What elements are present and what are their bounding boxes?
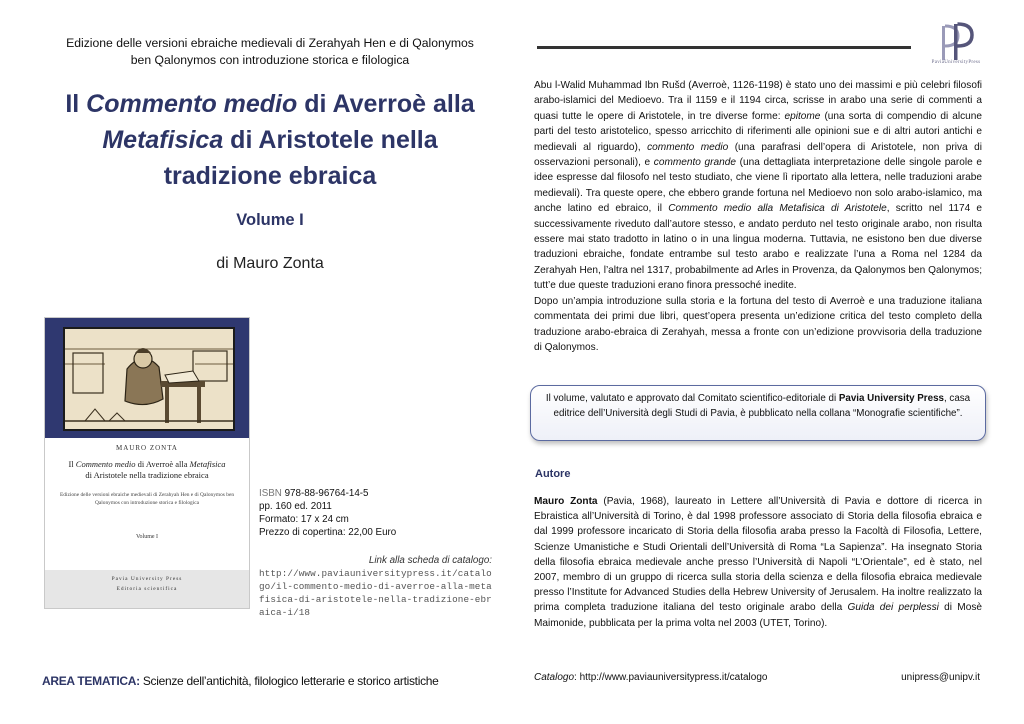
- callout-text: Il volume, valutato e approvato dal Comitato scientifico-editoriale di: [545, 393, 839, 404]
- title-text: di Averroè alla: [297, 90, 475, 118]
- cover-author: MAURO ZONTA: [116, 444, 178, 452]
- isbn-label: ISBN: [259, 488, 282, 499]
- title-text: Il: [65, 90, 87, 118]
- book-title: [42, 86, 498, 194]
- author-heading: Autore: [535, 468, 571, 480]
- cover-title: [53, 459, 241, 481]
- series-subtitle: [40, 35, 500, 69]
- cover-volume: Volume I: [135, 534, 159, 540]
- catalog-label: Catalogo: [534, 672, 575, 683]
- author-byline: di Mauro Zonta: [216, 255, 324, 272]
- cover-publisher: Pavia University Press: [111, 576, 183, 582]
- description-italic: Commento medio alla Metafisica di Aristotele: [668, 203, 887, 215]
- description-italic: epitome: [784, 110, 821, 122]
- cover-title-text: di Averroè alla: [135, 459, 190, 469]
- description-text: (una parafrasi dell’opera di Aristotele, non priva di osservazioni personali), e: [534, 141, 983, 169]
- cover-series: Editoria scientifica: [116, 586, 178, 592]
- description-text: , scritto nel 1174 e successivamente riveduto dall’autore stesso, e andato perduto nel testo originale arabo, non risulta essere mai stato tradotto in latino o in una lingua moderna. Tuttavia, ne esistono ben due diverse traduzioni ebraiche, fondate entrambe sul testo arabo e realizzate l’una a Roma nel 1284 da Zerahyah Hen, l’altra nel 1317, probabilmente ad Arles in Provenza, da Qalonymos ben Qalonymos; tutt’e due queste traduzioni erano finora pressoché inedite.: [534, 203, 982, 292]
- cover-title-italic: Metafisica: [189, 459, 226, 469]
- description-italic: commento medio: [647, 141, 729, 153]
- pages-line: pp. 160 ed. 2011: [259, 501, 332, 512]
- price-line: Prezzo di copertina: 22,00 Euro: [259, 527, 397, 538]
- catalog-footer: [534, 672, 767, 683]
- title-italic: Commento medio: [86, 90, 298, 118]
- description-paragraph-1: [534, 78, 982, 294]
- catalog-link[interactable]: http://www.paviauniversitypress.it/catalogo/il-commento-medio-di-averroe-alla-metafisica-di-aristotele-nella-tradizione-ebraica-i/18: [259, 568, 492, 618]
- bio-text: (Pavia, 1968), laureato in Lettere all’Università di Pavia e dottore di ricerca in Ebraistica all’Università di Torino, è dal 1998 professore associato di Storia della filosofia ebraica e dal 1999 professore incaricato di Storia della filosofia araba presso la Facoltà di Filosofia, Lettere, Scienze Umanistiche e Studi Orientali dell’Università di Roma “La Sapienza”. Ha insegnato Storia della filosofia ebraica medievale anche presso l’Università di Napoli “L’Orientale”, ed è stato, nel 2007, membro di un gruppo di ricerca sulla storia della scienza e della filosofia ebraica medievale presso l’Institute for Advanced Studies della Hebrew University of Jerusalem. Ha inoltre realizzato la prima completa traduzione italiana del testo originale arabo della: [534, 496, 982, 614]
- catalog-link-block: [259, 554, 492, 619]
- title-text: di Aristotele nella tradizione ebraica: [163, 126, 438, 190]
- isbn-line: [259, 487, 489, 500]
- author-bio: [534, 494, 982, 631]
- subject-area-value: Scienze dell’antichità, filologico letterarie e storico artistiche: [139, 674, 439, 688]
- bio-italic: Guida dei perplessi: [847, 602, 939, 614]
- approval-callout: [530, 385, 986, 441]
- description-paragraph-2: Dopo un’ampia introduzione sulla storia e la fortuna del testo di Averroè e una traduzione italiana commentata dei primi due libri, quest’opera presenta un’edizione critica del testo completo della traduzione arabo-ebraica di Zerahyah, messa a fronte con un’edizione provvisoria della traduzione di Qalonymos.: [534, 295, 982, 353]
- catalog-url[interactable]: : http://www.paviauniversitypress.it/catalogo: [574, 672, 768, 683]
- logo-wordmark: PaviaUniversityPress: [931, 60, 981, 65]
- description-text: (una sorta di compendio di alcune parti del testo aristotelico, spesso arricchito di riferimenti alle opinioni sue e di altri autori antichi e medievali al riguardo),: [534, 110, 982, 153]
- format-line: Formato: 17 x 24 cm: [259, 514, 349, 525]
- subject-area: [42, 674, 512, 688]
- callout-publisher: Pavia University Press: [838, 393, 944, 404]
- callout-text: , casa editrice dell’Università degli Studi di Pavia, è pubblicato nella collana “Monografie scientifiche”.: [553, 393, 971, 419]
- catalog-link-label: Link alla scheda di catalogo:: [368, 555, 492, 566]
- subtitle-line-1: Edizione delle versioni ebraiche medievali di Zerahyah Hen e di Qalonymos: [66, 36, 474, 50]
- bio-text: di Mosè Maimonide, pubblicata per la prima volta nel 2003 (UTET, Torino).: [534, 602, 982, 629]
- isbn-value: 978-88-96764-14-5: [284, 488, 369, 499]
- book-details: [259, 487, 489, 539]
- book-cover: [44, 317, 250, 609]
- subtitle-line-2: ben Qalonymos con introduzione storica e filologica: [130, 53, 410, 67]
- volume-label: Volume I: [236, 211, 304, 229]
- author-name: Mauro Zonta: [534, 496, 598, 507]
- pavia-logo-icon: [928, 22, 984, 62]
- book-description: [534, 78, 982, 355]
- cover-woodcut-illustration: [63, 327, 235, 431]
- subject-area-label: AREA TEMATICA:: [42, 674, 140, 688]
- description-text: Abu l-Walid Muhammad Ibn Rušd (Averroè, 1126-1198) è stato uno dei massimi e più celebri filosofi arabo-islamici del Medioevo. Tra il 1159 e il 1194 circa, scrisse in arabo una serie di commenti a quasi tutte le opere di Aristotele, in tre diverse forme:: [534, 80, 982, 122]
- cover-title-text: Il: [68, 459, 76, 469]
- description-text: (una dettagliata interpretazione delle singole parole e idee espresse dal filosofo nel testo studiato, che viene lì riportato alla lettera, nelle traduzioni arabe medievali). Tra queste opere, che ebbero grande fortuna nel Medioevo non solo arabo-islamico, ma anche latino ed ebraico, il: [534, 157, 983, 215]
- title-italic: Metafisica: [102, 126, 224, 154]
- header-rule: [537, 46, 911, 49]
- scholar-woodcut-icon: [65, 329, 233, 429]
- cover-title-text: di Aristotele nella tradizione ebraica: [85, 470, 209, 480]
- cover-description: Edizione delle versioni ebraiche medievali di Zerahyah Hen e di Qalonymos ben Qalonymos con introduzione storica e filologica: [59, 492, 235, 506]
- description-italic: commento grande: [653, 157, 736, 169]
- contact-email[interactable]: unipress@unipv.it: [901, 672, 980, 683]
- cover-title-italic: Commento medio: [75, 459, 136, 469]
